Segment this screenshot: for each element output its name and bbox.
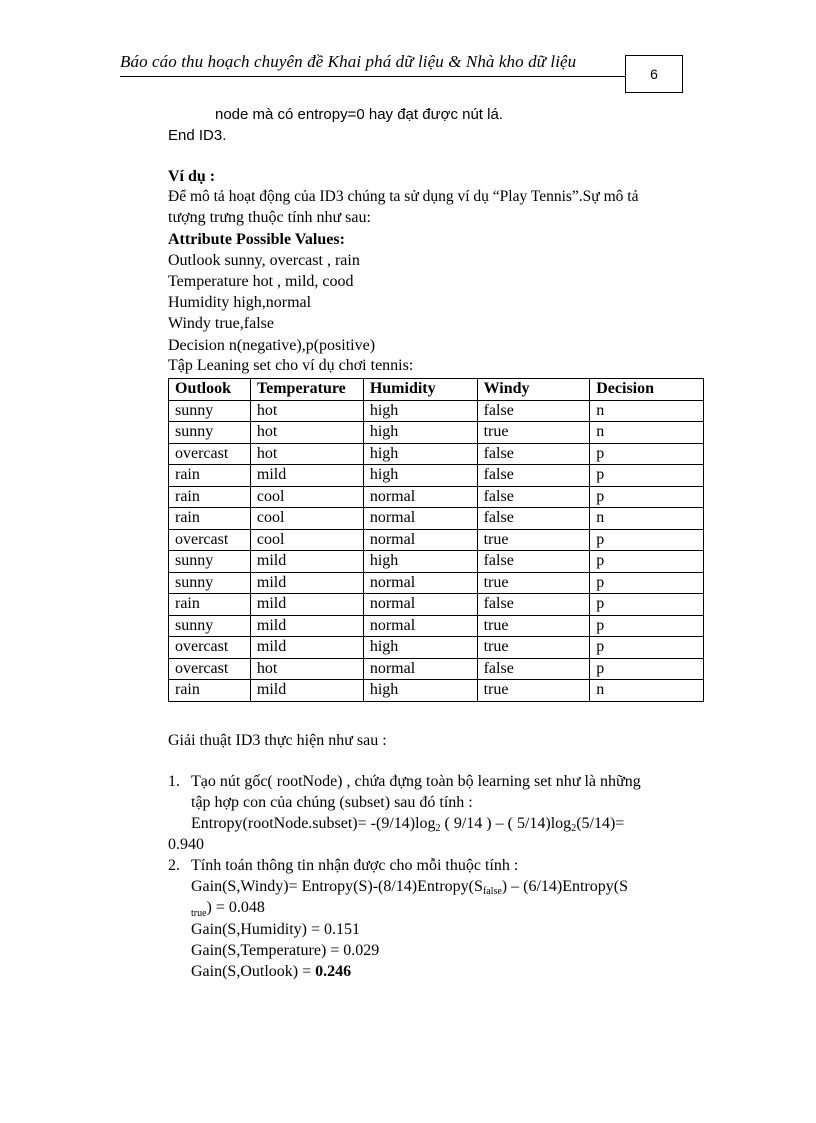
table-row — [169, 637, 704, 659]
play-tennis-table — [168, 378, 704, 702]
formula-part: Entropy(rootNode.subset)= -(9/14)log — [191, 815, 436, 832]
table-cell: rain — [169, 486, 251, 508]
table-cell: p — [590, 637, 704, 659]
table-cell: mild — [250, 572, 363, 594]
table-cell: sunny — [169, 422, 251, 444]
table-cell: true — [477, 529, 590, 551]
step-2-number: 2. — [168, 857, 180, 874]
example-desc-2: tượng trưng thuộc tính như sau: — [168, 209, 371, 226]
table-cell: rain — [169, 508, 251, 530]
example-desc-1: Để mô tả hoạt động của ID3 chúng ta sử dụng ví dụ “Play Tennis”.Sự mô tả — [168, 188, 639, 205]
table-cell: overcast — [169, 443, 251, 465]
formula-part: Gain(S,Windy)= Entropy(S)-(8/14)Entropy(S — [191, 878, 483, 895]
table-row — [169, 443, 704, 465]
table-cell: rain — [169, 680, 251, 702]
table-cell: true — [477, 637, 590, 659]
step-2-text-1: Tính toán thông tin nhận được cho mỗi thuộc tính : — [191, 857, 519, 874]
table-cell: false — [477, 594, 590, 616]
attribute-heading: Attribute Possible Values: — [168, 231, 345, 248]
step-1-formula — [191, 815, 624, 834]
table-cell: high — [363, 400, 477, 422]
algorithm-intro: Giải thuật ID3 thực hiện như sau : — [168, 732, 387, 749]
formula-part: ( 9/14 ) – ( 5/14)log — [444, 815, 572, 832]
gain-windy-line-1 — [191, 878, 628, 897]
formula-part: ) – (6/14)Entropy(S — [501, 878, 628, 895]
table-cell: hot — [250, 658, 363, 680]
table-cell: false — [477, 443, 590, 465]
table-cell: cool — [250, 486, 363, 508]
document-header-title: Báo cáo thu hoạch chuyên đề Khai phá dữ liệu & Nhà kho dữ liệu — [120, 52, 577, 71]
column-header: Decision — [590, 379, 704, 401]
table-cell: sunny — [169, 400, 251, 422]
page-number: 6 — [625, 55, 683, 93]
table-cell: high — [363, 680, 477, 702]
table-body — [169, 400, 704, 701]
formula-subscript: 2 — [435, 823, 441, 834]
column-header: Outlook — [169, 379, 251, 401]
attribute-humidity: Humidity high,normal — [168, 294, 312, 311]
gain-outlook-label: Gain(S,Outlook) = — [191, 963, 316, 980]
table-cell: cool — [250, 529, 363, 551]
table-cell: high — [363, 422, 477, 444]
attribute-outlook: Outlook sunny, overcast , rain — [168, 252, 360, 269]
table-cell: high — [363, 443, 477, 465]
table-cell: true — [477, 422, 590, 444]
table-row — [169, 615, 704, 637]
header-rule — [120, 76, 626, 77]
table-cell: mild — [250, 637, 363, 659]
table-cell: p — [590, 594, 704, 616]
table-cell: p — [590, 465, 704, 487]
table-cell: sunny — [169, 572, 251, 594]
table-cell: cool — [250, 508, 363, 530]
formula-part: (5/14)= — [576, 815, 625, 832]
table-cell: mild — [250, 465, 363, 487]
formula-subscript: true — [191, 908, 207, 919]
table-cell: false — [477, 658, 590, 680]
table-cell: p — [590, 529, 704, 551]
table-cell: p — [590, 551, 704, 573]
formula-subscript: false — [482, 886, 502, 897]
gain-outlook-value: 0.246 — [315, 963, 352, 980]
table-row — [169, 508, 704, 530]
table-cell: sunny — [169, 551, 251, 573]
formula-subscript: 2 — [571, 823, 577, 834]
gain-outlook — [191, 963, 351, 981]
example-heading: Ví dụ : — [168, 168, 216, 185]
table-cell: true — [477, 615, 590, 637]
attribute-decision: Decision n(negative),p(positive) — [168, 337, 376, 354]
table-row — [169, 680, 704, 702]
table-row — [169, 422, 704, 444]
table-cell: false — [477, 508, 590, 530]
table-cell: overcast — [169, 658, 251, 680]
table-cell: p — [590, 658, 704, 680]
table-cell: true — [477, 572, 590, 594]
intro-line-1: node mà có entropy=0 hay đạt được nút lá. — [215, 106, 503, 123]
column-header: Temperature — [250, 379, 363, 401]
column-header: Windy — [477, 379, 590, 401]
gain-humidity: Gain(S,Humidity) = 0.151 — [191, 921, 361, 938]
column-header: Humidity — [363, 379, 477, 401]
intro-line-2: End ID3. — [168, 127, 227, 144]
table-cell: p — [590, 615, 704, 637]
table-row — [169, 551, 704, 573]
table-cell: normal — [363, 486, 477, 508]
table-cell: hot — [250, 443, 363, 465]
table-row — [169, 658, 704, 680]
table-cell: p — [590, 572, 704, 594]
table-cell: normal — [363, 529, 477, 551]
table-row — [169, 529, 704, 551]
table-cell: mild — [250, 615, 363, 637]
table-cell: normal — [363, 658, 477, 680]
step-1-number: 1. — [168, 773, 180, 790]
table-row — [169, 572, 704, 594]
table-cell: n — [590, 400, 704, 422]
table-cell: sunny — [169, 615, 251, 637]
table-cell: high — [363, 551, 477, 573]
table-cell: high — [363, 465, 477, 487]
step-1-result: 0.940 — [168, 836, 204, 853]
table-cell: hot — [250, 400, 363, 422]
attribute-temperature: Temperature hot , mild, cood — [168, 273, 354, 290]
table-cell: p — [590, 486, 704, 508]
table-cell: normal — [363, 594, 477, 616]
table-cell: hot — [250, 422, 363, 444]
attribute-windy: Windy true,false — [168, 315, 274, 332]
table-cell: rain — [169, 594, 251, 616]
step-1-text-2: tập hợp con của chúng (subset) sau đó tính : — [191, 794, 473, 811]
table-cell: mild — [250, 594, 363, 616]
table-row — [169, 465, 704, 487]
table-cell: normal — [363, 572, 477, 594]
table-cell: false — [477, 465, 590, 487]
table-cell: mild — [250, 680, 363, 702]
table-cell: p — [590, 443, 704, 465]
table-row — [169, 594, 704, 616]
table-cell: n — [590, 508, 704, 530]
step-1-text-1: Tạo nút gốc( rootNode) , chứa đựng toàn bộ learning set như là những — [191, 773, 641, 790]
table-cell: false — [477, 486, 590, 508]
table-cell: n — [590, 680, 704, 702]
table-caption: Tập Leaning set cho ví dụ chơi tennis: — [168, 357, 414, 374]
table-cell: true — [477, 680, 590, 702]
table-cell: overcast — [169, 529, 251, 551]
table-cell: overcast — [169, 637, 251, 659]
table-row — [169, 400, 704, 422]
table-cell: n — [590, 422, 704, 444]
table-cell: mild — [250, 551, 363, 573]
gain-temperature: Gain(S,Temperature) = 0.029 — [191, 942, 380, 959]
formula-part: ) = 0.048 — [206, 899, 265, 916]
table-cell: normal — [363, 508, 477, 530]
table-header-row — [169, 379, 704, 401]
gain-windy-line-2 — [191, 899, 265, 919]
table-row — [169, 486, 704, 508]
table-cell: normal — [363, 615, 477, 637]
table-cell: high — [363, 637, 477, 659]
table-cell: false — [477, 551, 590, 573]
table-cell: rain — [169, 465, 251, 487]
table-cell: false — [477, 400, 590, 422]
